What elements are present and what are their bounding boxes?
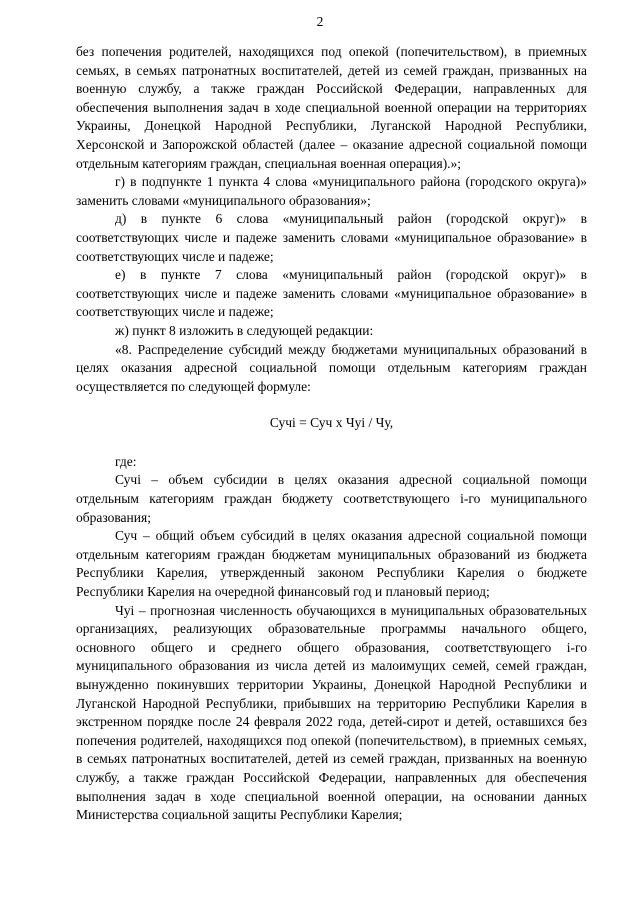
paragraph-item-e: е) в пункте 7 слова «муниципальный район (городской округ)» в соответствующих числе и падеже заменить словами «муниципальное образование» в соответствующих числе и падеже; [76,267,587,320]
definition-subsidy-total: Суч – общий объем субсидий в целях оказания адресной социальной помощи отдельным категориям граждан бюджетам муниципальных образований из бюджета Республики Карелия, утвержденный законом Республики Карелия о бюджете Республики Карелия на очередной финансовый год и плановый период; [76,528,587,600]
paragraph-continuation: без попечения родителей, находящихся под опекой (попечительством), в приемных семьях, в семьях патронатных воспитателей, детей из семей граждан, призванных на военную службу, а также граждан Российской Федерации, направленных для обеспечения выполнения задач в ходе специальной военной операции на территориях Украины, Донецкой Народной Республики, Луганской Народной Республики, Херсонской и Запорожской областей (далее – оказание адресной социальной помощи отдельным категориям граждан, специальная военная операция).»; [76,44,587,171]
paragraph-item-d: д) в пункте 6 слова «муниципальный район (городской округ)» в соответствующих числе и падеже заменить словами «муниципальное образование» в соответствующих числе и падеже; [76,211,587,264]
paragraph-item-zh: ж) пункт 8 изложить в следующей редакции: [115,322,374,338]
document-body [76,43,587,825]
definition-subsidy-i: Сучi – объем субсидии в целях оказания адресной социальной помощи отдельным категориям граждан бюджету соответствующего i-го муниципального образования; [76,472,587,525]
page-number: 2 [316,14,324,29]
paragraph-item-g: г) в подпункте 1 пункта 4 слова «муниципального района (городского округа)» заменить словами «муниципального образования»; [76,174,587,208]
paragraph-point-8: «8. Распределение субсидий между бюджетами муниципальных образований в целях оказания адресной социальной помощи отдельным категориям граждан осуществляется по следующей формуле: [76,341,587,394]
distribution-formula: Сучi = Суч х Чуi / Чу, [269,415,394,431]
definition-students-i: Чуi – прогнозная численность обучающихся в муниципальных образовательных организациях, реализующих образовательные программы начального общего, основного общего и среднего общего образования, соответствующего i-го муниципального образования из числа детей из малоимущих семей, семей граждан, вынужденно покинувших территории Украины, Донецкой Народной Республики и Луганской Народной Республики, прибывших на территорию Республики Карелия в экстренном порядке после 24 февраля 2022 года, детей-сирот и детей, оставшихся без попечения родителей, находящихся под опекой (попечительством), в приемных семьях, в семьях патронатных воспитателей, детей из семей граждан, призванных на военную службу, а также граждан Российской Федерации, направленных для обеспечения выполнения задач в ходе специальной военной операции, на основании данных Министерства социальной защиты Республики Карелия; [76,602,587,823]
definition-where: где: [115,453,137,469]
